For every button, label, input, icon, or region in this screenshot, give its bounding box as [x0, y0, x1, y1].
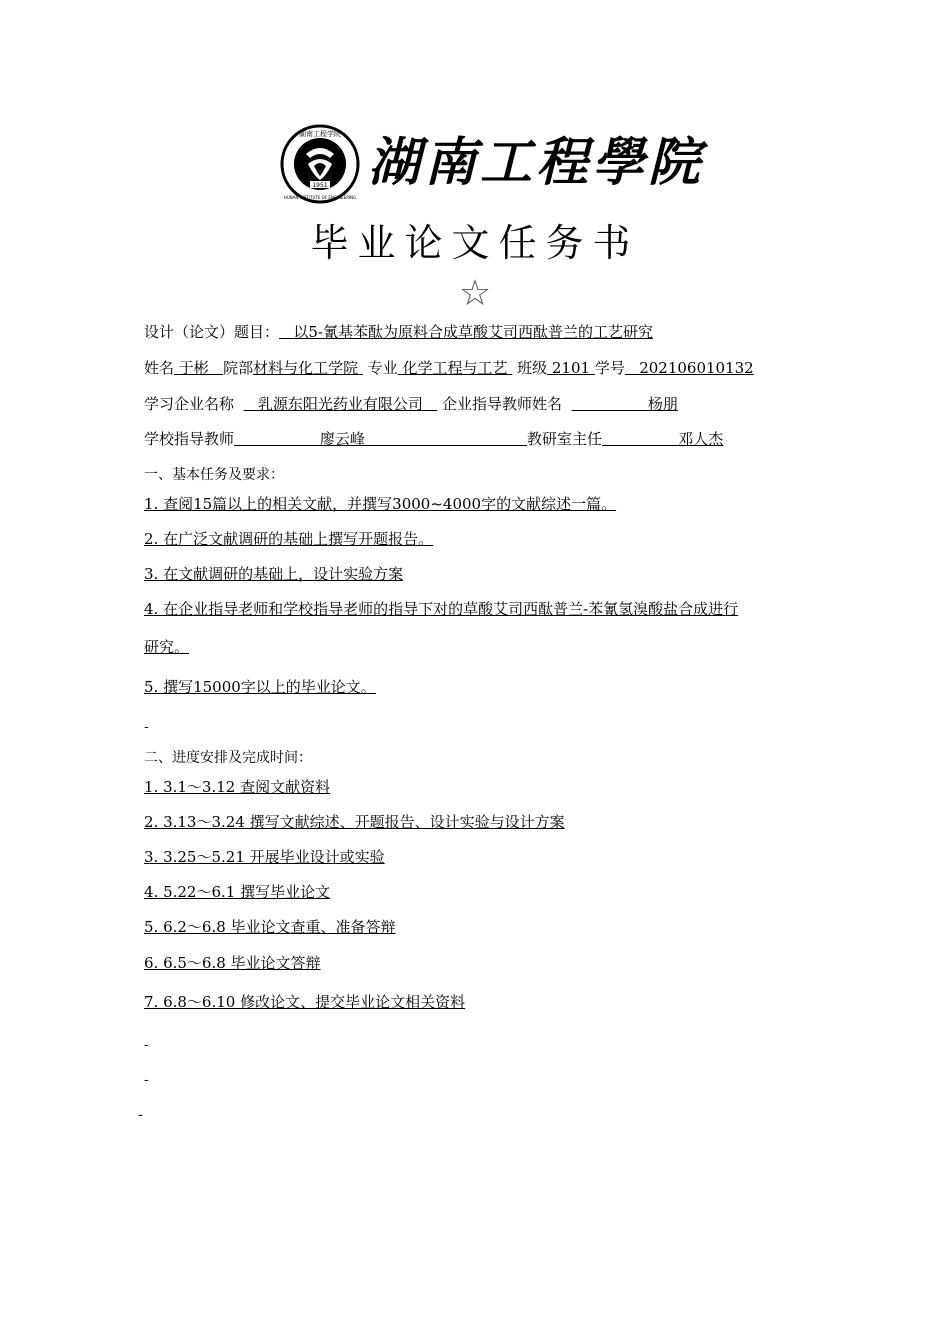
seal-top-text: 湖南工程学院	[299, 130, 341, 138]
college-label: 院部	[223, 359, 254, 377]
section1-item: 1. 查阅15篇以上的相关文献，并撰写3000~4000字的文献综述一篇。	[144, 495, 617, 513]
company-line	[144, 394, 678, 414]
topic-label: 设计（论文）题目：	[144, 323, 280, 341]
director-value: 邓人杰	[678, 430, 724, 448]
section2-heading: 二、进度安排及完成时间：	[144, 750, 312, 766]
student-id-label: 学号	[594, 359, 625, 377]
school-teacher-value: 廖云峰	[319, 430, 365, 448]
company-teacher-value: 杨朋	[647, 395, 678, 413]
school-header	[276, 122, 705, 208]
class-label: 班级	[517, 359, 548, 377]
separator-dash: -	[144, 1037, 149, 1053]
school-teacher-label: 学校指导教师	[144, 430, 235, 448]
topic-line	[144, 322, 653, 342]
section2-item: 4. 5.22～6.1 撰写毕业论文	[144, 883, 331, 901]
section1-item: 研究。	[144, 638, 190, 656]
section1-item: 4. 在企业指导老师和学校指导老师的指导下对的草酸艾司西酞普兰-苯氰氢溴酸盐合成进行	[144, 600, 739, 618]
school-name: 湖南工程學院	[368, 133, 705, 193]
section2-item: 1. 3.1～3.12 查阅文献资料	[144, 778, 331, 796]
director-label: 教研室主任	[526, 430, 602, 448]
company-value: 乳源东阳光药业有限公司	[257, 395, 423, 413]
star-icon: ☆	[458, 273, 492, 314]
teacher-line	[144, 429, 723, 449]
section1-item: 5. 撰写15000字以上的毕业论文。	[144, 678, 376, 696]
seal-year: 1951	[312, 182, 328, 189]
seal-bottom-text: HUNAN INSTITUTE OF ENGINEERING	[283, 195, 357, 200]
separator-dash: -	[138, 1107, 143, 1123]
major-label: 专业	[367, 359, 398, 377]
name-value: 于彬	[178, 359, 209, 377]
section2-item: 3. 3.25～5.21 开展毕业设计或实验	[144, 848, 385, 866]
separator-dash: -	[144, 719, 149, 735]
class-value: 2101	[551, 359, 591, 377]
student-id-value: 202106010132	[639, 359, 754, 377]
college-value: 材料与化工学院	[253, 359, 359, 377]
section1-heading: 一、基本任务及要求：	[144, 467, 284, 483]
topic-value: 以5-氰基苯酞为原料合成草酸艾司西酞普兰的工艺研究	[293, 323, 653, 341]
section2-item: 2. 3.13～3.24 撰写文献综述、开题报告、设计实验与设计方案	[144, 813, 565, 831]
name-label: 姓名	[144, 359, 175, 377]
document-title: 毕业论文任务书	[310, 221, 640, 265]
school-seal-logo	[280, 124, 360, 204]
section1-item: 2. 在广泛文献调研的基础上撰写开题报告。	[144, 530, 434, 548]
section2-item: 7. 6.8～6.10 修改论文、提交毕业论文相关资料	[144, 993, 466, 1011]
student-info-line	[144, 358, 754, 378]
separator-dash: -	[144, 1072, 149, 1088]
section1-item: 3. 在文献调研的基础上，设计实验方案	[144, 565, 404, 583]
company-teacher-label: 企业指导教师姓名	[441, 395, 562, 413]
major-value: 化学工程与工艺	[402, 359, 508, 377]
section2-item: 5. 6.2～6.8 毕业论文查重、准备答辩	[144, 918, 396, 936]
company-label: 学习企业名称	[144, 395, 235, 413]
section2-item: 6. 6.5～6.8 毕业论文答辩	[144, 954, 321, 972]
